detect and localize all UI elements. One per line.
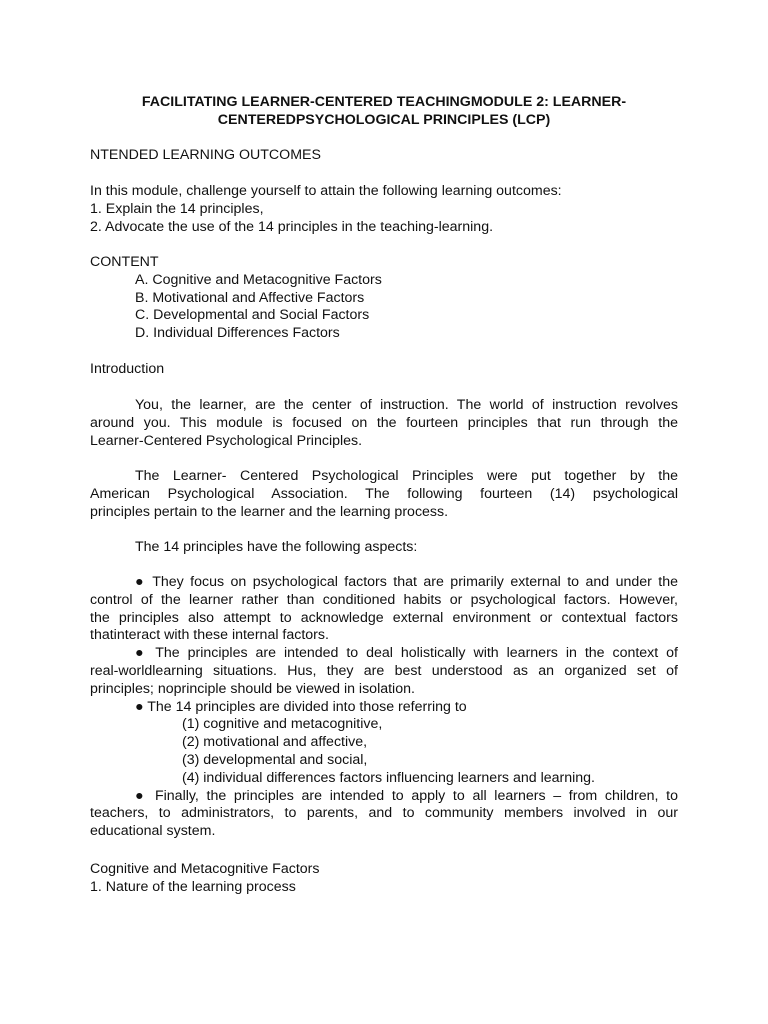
outcome-item: 1. Explain the 14 principles, — [90, 200, 264, 217]
content-item: C. Developmental and Social Factors — [135, 307, 370, 324]
content-item: A. Cognitive and Metacognitive Factors — [135, 271, 382, 288]
title-line-1: FACILITATING LEARNER-CENTERED TEACHINGMODULE 2: LEARNER- — [141, 94, 627, 110]
sub-item: (4) individual differences factors influencing learners and learning. — [182, 769, 595, 786]
sub-item: (2) motivational and affective, — [182, 734, 368, 751]
sub-item: (3) developmental and social, — [182, 751, 368, 768]
content-heading: CONTENT — [90, 254, 159, 270]
content-item: D. Individual Differences Factors — [135, 325, 340, 342]
outcomes-section — [90, 183, 678, 236]
outcome-item: 2. Advocate the use of the 14 principles in the teaching-learning. — [90, 218, 494, 235]
outcomes-heading: NTENDED LEARNING OUTCOMES — [90, 147, 321, 163]
sub-item: (1) cognitive and metacognitive, — [182, 716, 383, 733]
outcomes-intro: In this module, challenge yourself to attain the following learning outcomes: — [90, 183, 562, 199]
title-line-2: CENTEREDPSYCHOLOGICAL PRINCIPLES (LCP) — [217, 111, 551, 128]
bullet-item: ● The 14 principles are divided into those referring to (1) cognitive and metacognitive, (2) motivational and affective, (3) developmental and social, (4) individual differences factors influencing learners and learning. — [90, 699, 678, 788]
content-section — [90, 254, 678, 343]
bullet-item: ● They focus on psychological factors that are primarily external to and under the control of the learner rather than conditioned habits or psychological factors. However, the principles also attempt to acknowledge external environment or contextual factors thatinteract with these internal factors. — [90, 574, 678, 644]
bullet-item: ● The principles are intended to deal holistically with learners in the context of real-worldlearning situations. Hus, they are best understood as an organized set of principles; noprinciple should be viewed in isolation. — [90, 645, 678, 697]
introduction-paragraph-1: You, the learner, are the center of instruction. The world of instruction revolves around you. This module is focused on the fourteen principles that run through the Learner-Centered Psychological Principles. — [90, 397, 678, 449]
content-item: B. Motivational and Affective Factors — [135, 289, 365, 306]
bullet-item: ● Finally, the principles are intended to apply to all learners – from children, to teachers, to administrators, to parents, and to community members involved in our educational system. — [90, 787, 678, 840]
section-heading: Cognitive and Metacognitive Factors — [90, 861, 320, 877]
aspects-list — [90, 574, 678, 841]
section-item: 1. Nature of the learning process — [90, 878, 296, 895]
introduction-paragraph-2: The Learner- Centered Psychological Principles were put together by the American Psychological Association. The following fourteen (14) psychological principles pertain to the learner and the learning process. — [90, 468, 678, 520]
introduction-heading: Introduction — [90, 361, 165, 377]
cognitive-section — [90, 861, 678, 897]
document-title — [90, 94, 678, 129]
introduction-paragraph-3: The 14 principles have the following aspects: — [135, 539, 418, 555]
